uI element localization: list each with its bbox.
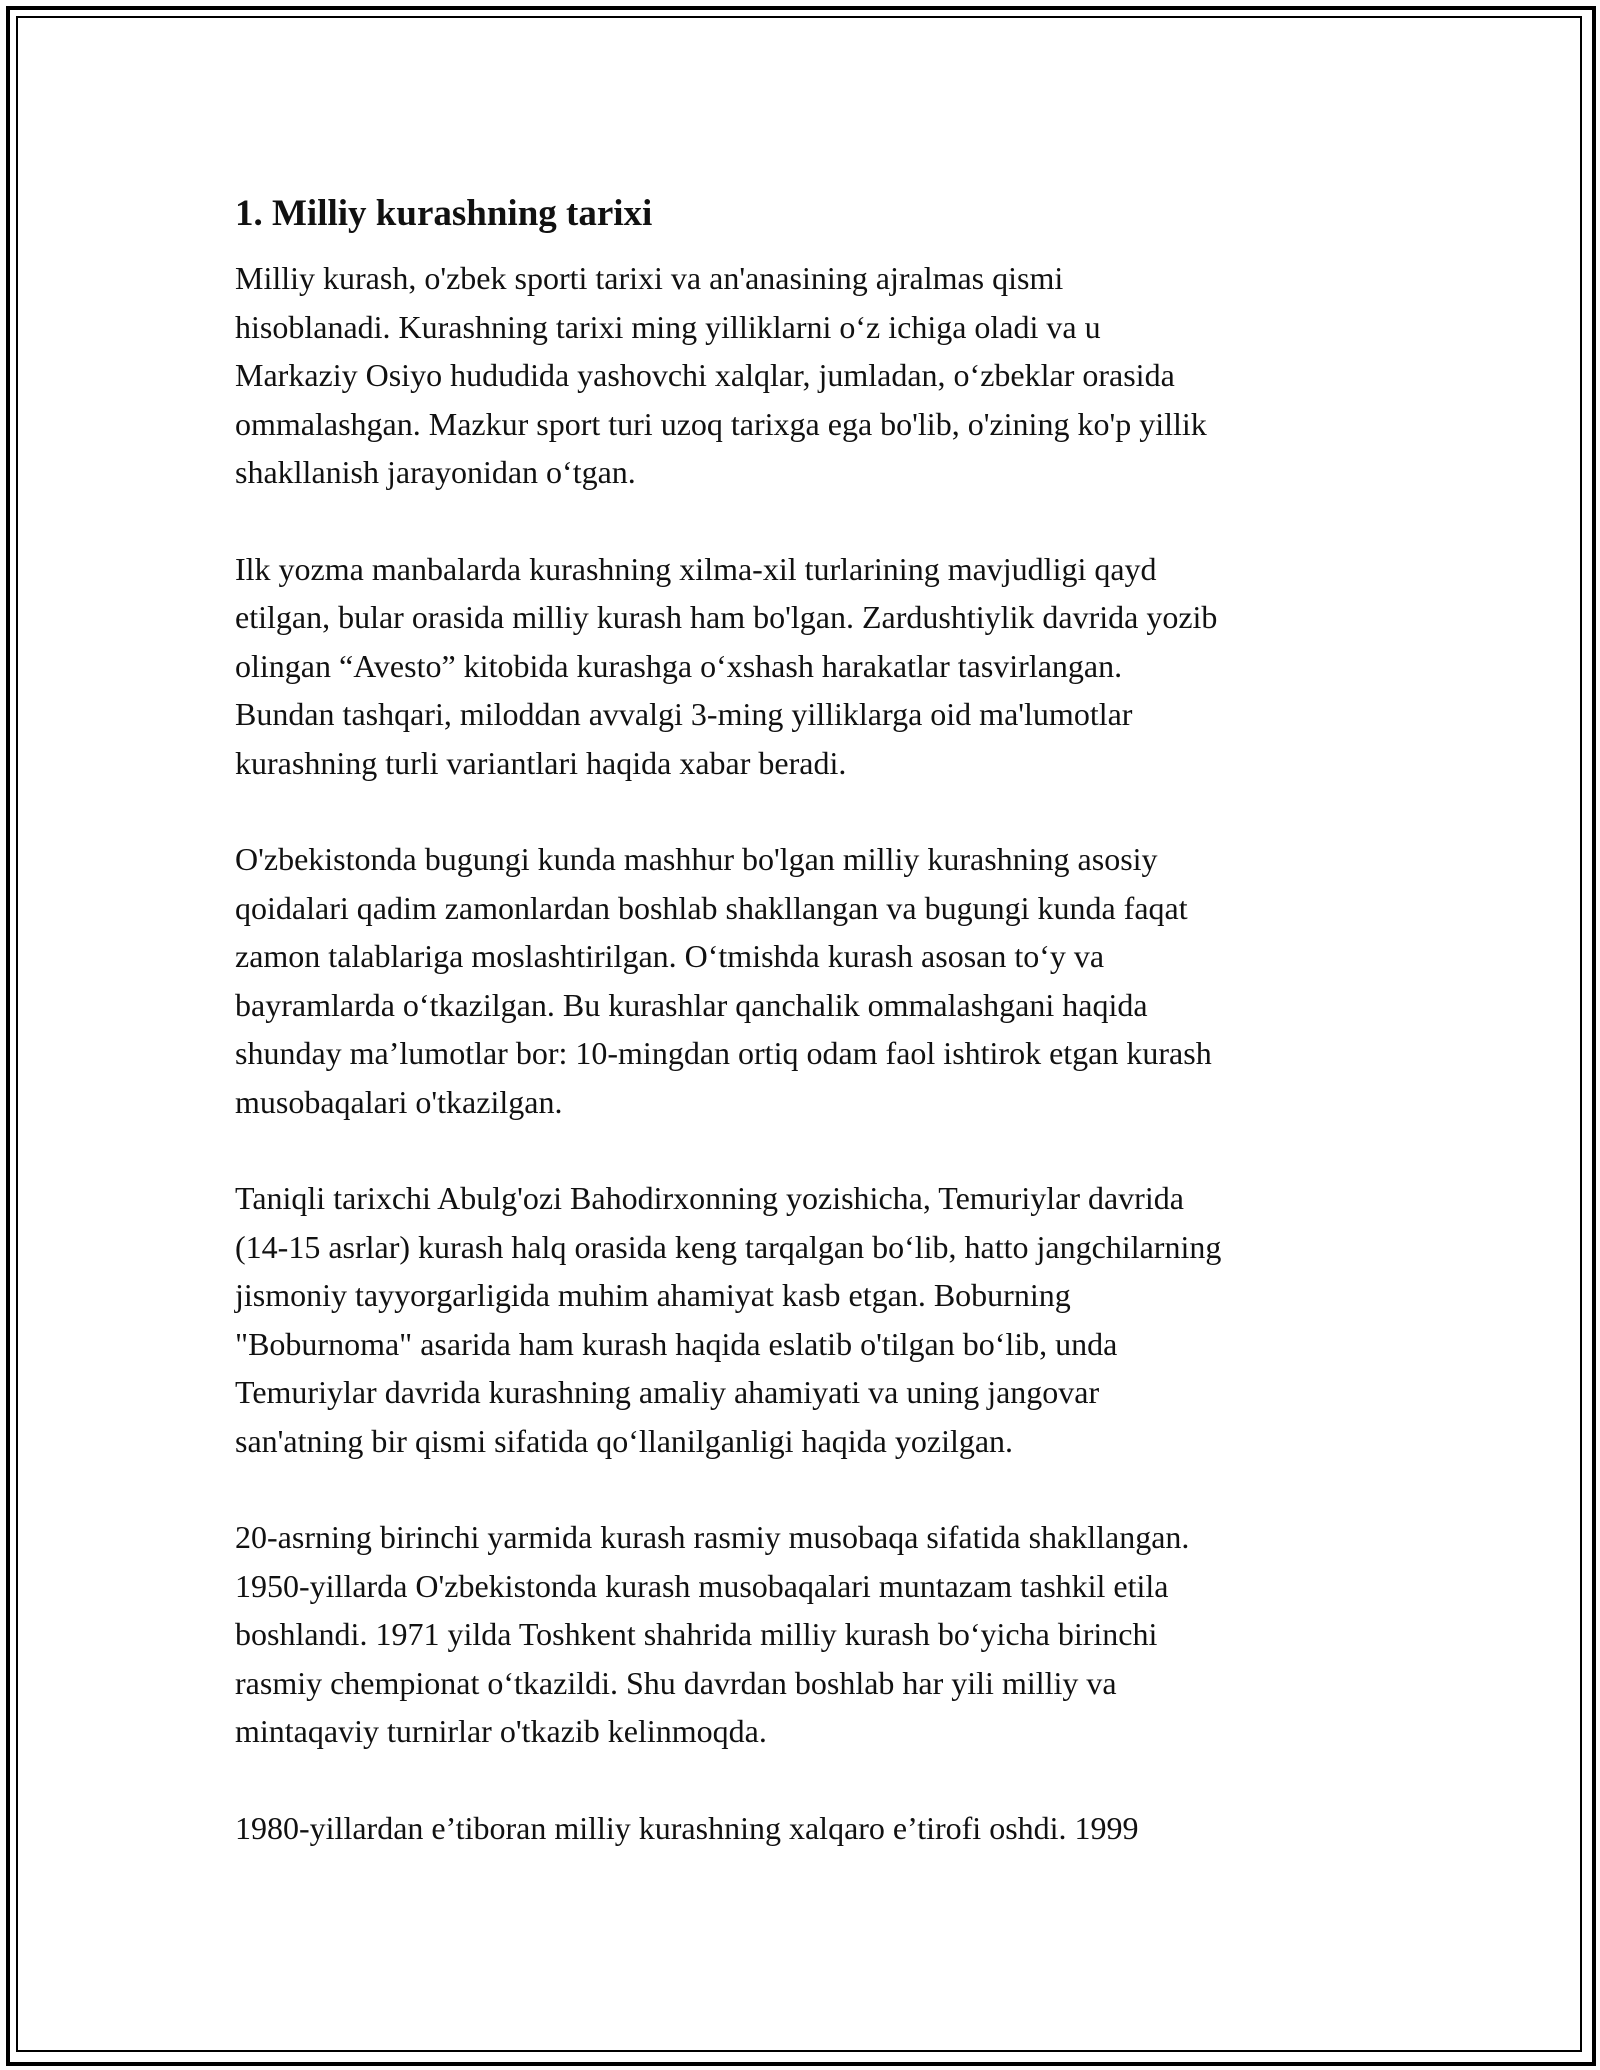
text-line: O'zbekistonda bugungi kunda mashhur bo'lgan milliy kurashning asosiy bbox=[235, 841, 1158, 877]
text-line: Milliy kurash, o'zbek sporti tarixi va an'anasining ajralmas qismi bbox=[235, 260, 1064, 296]
text-line: Bundan tashqari, miloddan avvalgi 3-ming yilliklarga oid ma'lumotlar bbox=[235, 696, 1133, 732]
paragraph-4 bbox=[235, 1174, 1385, 1465]
text-line: qoidalari qadim zamonlardan boshlab shakllangan va bugungi kunda faqat bbox=[235, 889, 1188, 926]
text-line: musobaqalari o'tkazilgan. bbox=[235, 1083, 563, 1120]
text-line: 1980-yillardan e’tiboran milliy kurashning xalqaro e’tirofi oshdi. 1999 bbox=[235, 1809, 1139, 1846]
text-line: Taniqli tarixchi Abulg'ozi Bahodirxonning yozishicha, Temuriylar davrida bbox=[235, 1180, 1184, 1216]
paragraph-6 bbox=[235, 1804, 1385, 1853]
paragraph-1 bbox=[235, 254, 1385, 497]
text-line: etilgan, bular orasida milliy kurash ham bo'lgan. Zardushtiylik davrida yozib bbox=[235, 599, 1218, 635]
text-line: ommalashgan. Mazkur sport turi uzoq tarixga ega bo'lib, o'zining ko'p yillik bbox=[235, 405, 1207, 442]
text-line: kurashning turli variantlari haqida xabar beradi. bbox=[235, 744, 847, 781]
paragraph-2 bbox=[235, 545, 1385, 788]
document-page bbox=[235, 186, 1385, 1900]
text-line: mintaqaviy turnirlar o'tkazib kelinmoqda. bbox=[235, 1713, 767, 1749]
text-line: Temuriylar davrida kurashning amaliy ahamiyati va uning jangovar bbox=[235, 1374, 1100, 1410]
text-line: bayramlarda o‘tkazilgan. Bu kurashlar qanchalik ommalashgani haqida bbox=[235, 986, 1148, 1023]
text-line: shunday ma’lumotlar bor: 10-mingdan ortiq odam faol ishtirok etgan kurash bbox=[235, 1035, 1212, 1071]
text-line: hisoblanadi. Kurashning tarixi ming yilliklarni o‘z ichiga oladi va u bbox=[235, 308, 1101, 345]
text-line: jismoniy tayyorgarligida muhim ahamiyat kasb etgan. Boburning bbox=[235, 1277, 1071, 1313]
text-line: shakllanish jarayonidan o‘tgan. bbox=[235, 454, 636, 490]
text-line: san'atning bir qismi sifatida qo‘llanilganligi haqida yozilgan. bbox=[235, 1422, 1014, 1459]
paragraph-3 bbox=[235, 835, 1385, 1126]
text-line: "Boburnoma" asarida ham kurash haqida eslatib o'tilgan bo‘lib, unda bbox=[235, 1325, 1118, 1362]
text-line: Ilk yozma manbalarda kurashning xilma-xil turlarining mavjudligi qayd bbox=[235, 550, 1157, 587]
text-line: rasmiy chempionat o‘tkazildi. Shu davrdan boshlab har yili milliy va bbox=[235, 1664, 1117, 1701]
text-line: zamon talablariga moslashtirilgan. O‘tmishda kurash asosan to‘y va bbox=[235, 938, 1105, 974]
text-line: (14-15 asrlar) kurash halq orasida keng tarqalgan bo‘lib, hatto jangchilarning bbox=[235, 1228, 1222, 1265]
text-line: boshlandi. 1971 yilda Toshkent shahrida milliy kurash bo‘yicha birinchi bbox=[235, 1616, 1158, 1652]
text-line: olingan “Avesto” kitobida kurashga o‘xshash harakatlar tasvirlangan. bbox=[235, 647, 1123, 684]
text-line: Markaziy Osiyo hududida yashovchi xalqlar, jumladan, o‘zbeklar orasida bbox=[235, 357, 1175, 393]
paragraph-5 bbox=[235, 1513, 1385, 1756]
section-heading: 1. Milliy kurashning tarixi bbox=[235, 193, 653, 234]
text-line: 20-asrning birinchi yarmida kurash rasmiy musobaqa sifatida shakllangan. bbox=[235, 1519, 1190, 1555]
text-line: 1950-yillarda O'zbekistonda kurash musobaqalari muntazam tashkil etila bbox=[235, 1567, 1169, 1604]
